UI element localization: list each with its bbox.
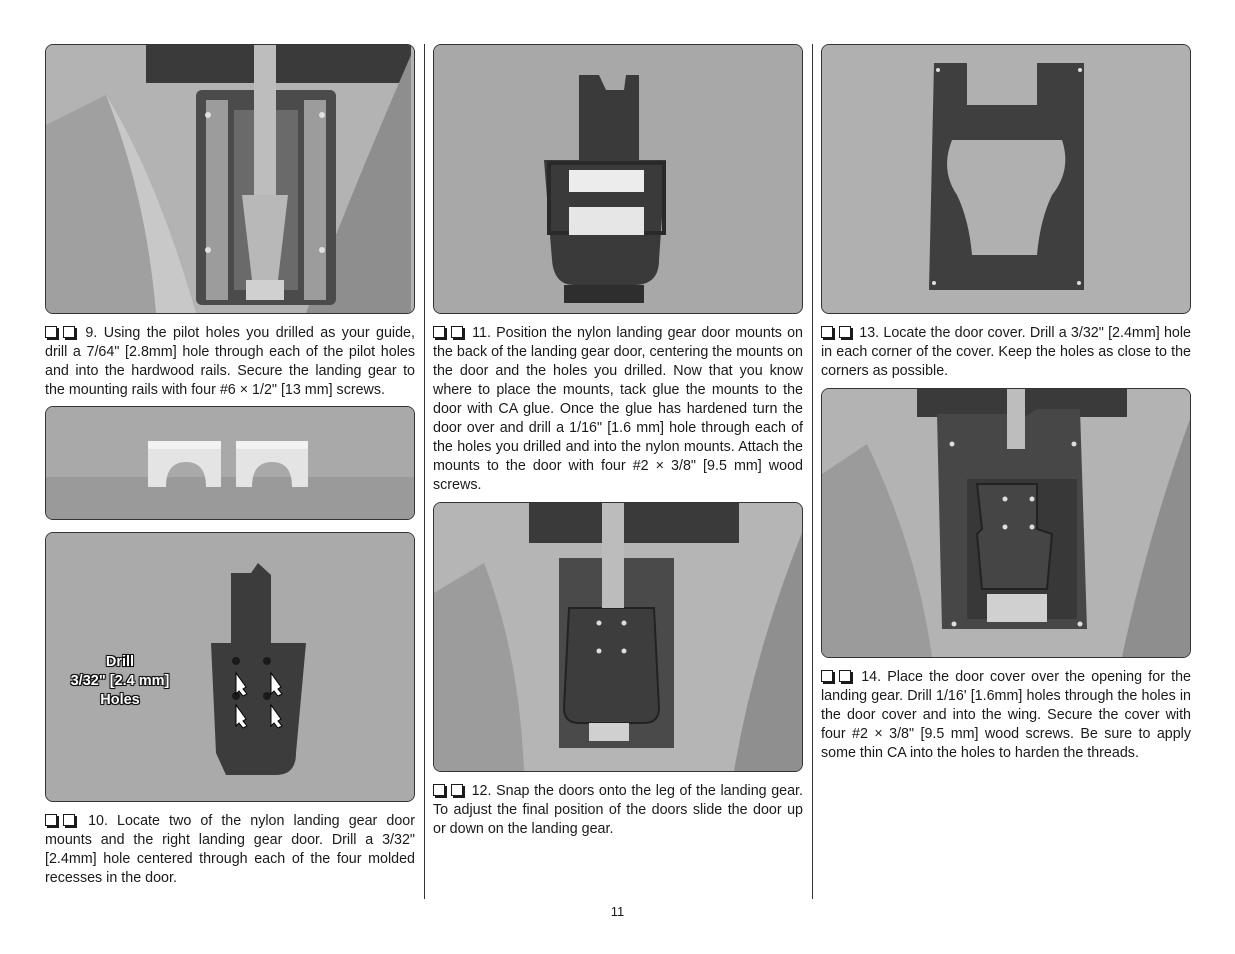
checkbox-square-icon[interactable] bbox=[451, 784, 463, 796]
photo-door-mounts-attached bbox=[433, 44, 803, 314]
column-1 bbox=[45, 44, 415, 888]
column-divider-right bbox=[812, 44, 813, 899]
checkbox-square-icon[interactable] bbox=[821, 326, 833, 338]
callout-line-3: Holes bbox=[100, 692, 140, 708]
photo-cover-installed bbox=[821, 388, 1191, 658]
step-13-text: 13. Locate the door cover. Drill a 3/32" [2.4mm] hole in each corner of the cover. Keep the holes as close to the corners as possible. bbox=[821, 325, 1191, 379]
checkbox-square-icon[interactable] bbox=[45, 814, 57, 826]
photo-landing-gear-door bbox=[45, 532, 415, 802]
column-divider-left bbox=[424, 44, 425, 899]
photo-door-cover bbox=[821, 44, 1191, 314]
checkbox-square-icon[interactable] bbox=[839, 326, 851, 338]
photo-landing-gear-rails bbox=[45, 44, 415, 314]
step-12 bbox=[433, 782, 803, 839]
checkbox-square-icon[interactable] bbox=[433, 326, 445, 338]
step-14-text: 14. Place the door cover over the opening for the landing gear. Drill 1/16' [1.6mm] holes through the holes in the door cover and into the wing. Secure the cover with four #2 × 3/8" [9.5 mm] wood screws. Be sure to apply some thin CA into the holes to harden the threads. bbox=[821, 669, 1191, 761]
column-3 bbox=[821, 44, 1191, 763]
checkbox-square-icon[interactable] bbox=[433, 784, 445, 796]
checkbox-square-icon[interactable] bbox=[63, 326, 75, 338]
photo-nylon-mounts bbox=[45, 406, 415, 520]
page-number: 11 bbox=[610, 904, 625, 919]
step-13 bbox=[821, 324, 1191, 388]
step-10 bbox=[45, 812, 415, 888]
callout-line-2: 3/32" [2.4 mm] bbox=[70, 673, 170, 689]
step-9 bbox=[45, 324, 415, 406]
checkbox-square-icon[interactable] bbox=[451, 326, 463, 338]
photo-doors-on-gear bbox=[433, 502, 803, 772]
drill-holes-callout bbox=[64, 653, 176, 710]
step-14 bbox=[821, 668, 1191, 763]
checkbox-square-icon[interactable] bbox=[45, 326, 57, 338]
checkbox-square-icon[interactable] bbox=[63, 814, 75, 826]
step-11-text: 11. Position the nylon landing gear door mounts on the back of the landing gear door, centering the mounts on the door and the holes you drilled. Now that you know where to place the mounts, tack glue the mounts to the door with CA glue. Once the glue has hardened turn the door over and drill a 1/16" [1.6 mm] hole through each of the holes you drilled and into the nylon mounts. Attach the mounts to the door with four #2 × 3/8" [9.5 mm] wood screws. bbox=[433, 325, 803, 493]
step-12-text: 12. Snap the doors onto the leg of the landing gear. To adjust the final position of the doors slide the door up or down on the landing gear. bbox=[433, 783, 803, 837]
checkbox-square-icon[interactable] bbox=[821, 670, 833, 682]
callout-line-1: Drill bbox=[105, 654, 135, 670]
step-11 bbox=[433, 324, 803, 502]
step-10-text: 10. Locate two of the nylon landing gear door mounts and the right landing gear door. Drill a 3/32" [2.4mm] hole centered through each of the four molded recesses in the door. bbox=[45, 813, 415, 886]
step-9-text: 9. Using the pilot holes you drilled as your guide, drill a 7/64" [2.8mm] hole through each of the pilot holes and into the hardwood rails. Secure the landing gear to the mounting rails with four #6 × 1/2" [13 mm] screws. bbox=[45, 325, 415, 398]
column-2 bbox=[433, 44, 803, 839]
checkbox-square-icon[interactable] bbox=[839, 670, 851, 682]
